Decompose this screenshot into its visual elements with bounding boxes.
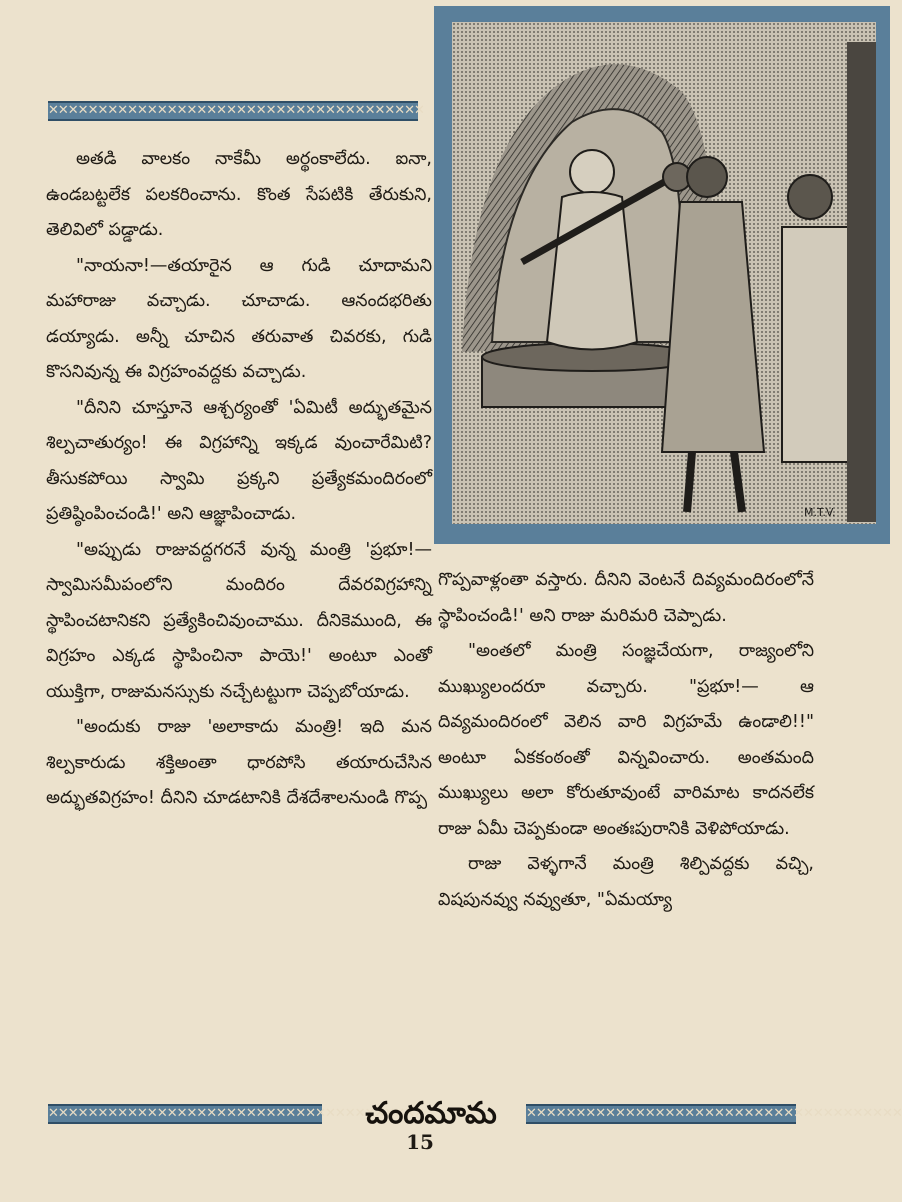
paragraph: అతడి వాలకం నాకేమీ అర్థంకాలేదు. ఐనా, ఉండబట్టలేక పలకరించాను. కొంత సేపటికి తేరుకుని, తెలివిలో పడ్డాడు. [46,149,432,240]
top-ornament-border [48,101,424,121]
left-text-column [46,142,432,817]
footer-ornament-right [526,1104,902,1124]
king-turban [687,157,727,197]
right-text-column [438,563,814,918]
story-illustration [434,6,890,544]
goddess-head [570,150,614,194]
king-leg-left [687,452,692,512]
goddess-figure [547,192,637,350]
paragraph: "నాయనా!—తయారైన ఆ గుడి చూదామని మహారాజు వచ్చాడు. చూచాడు. ఆనందభరితు డయ్యాడు. అన్నీ చూచిన తరువాత చివరకు, గుడి కొసనివున్న ఈ విగ్రహంవద్దకు వచ్చాడు. [46,255,432,382]
artist-signature: M.T.V. [804,506,836,519]
magazine-title: చందమామ [365,1096,497,1131]
paragraph: గొప్పవాళ్లంతా వస్తారు. దీనిని వెంటనే దివ్యమందిరంలోనే స్థాపించండి!' అని రాజు మరిమరి చెప్పాడు. [438,570,814,626]
ornament-pattern: ✕✕✕✕✕✕✕✕✕✕✕✕✕✕✕✕✕✕✕✕✕✕✕✕✕✕✕✕✕✕✕✕✕✕✕✕✕✕ [48,1106,424,1121]
paragraph: రాజు వెళ్ళగానే మంత్రి శిల్పివద్దకు వచ్చి, విషపునవ్వు నవ్వుతూ, "ఏమయ్యా [438,854,814,910]
ornament-pattern: ✕✕✕✕✕✕✕✕✕✕✕✕✕✕✕✕✕✕✕✕✕✕✕✕✕✕✕✕✕✕✕✕✕✕✕✕✕✕ [48,103,424,118]
page-number: 15 [406,1130,434,1154]
paragraph: "అప్పుడు రాజువద్దగరనే వున్న మంత్రి 'ప్రభూ!—స్వామిసమీపంలోని మందిరం దేవరవిగ్రహాన్ని స్థాపించటానికని ప్రత్యేకించివుంచాము. దీనికెముంది, ఈ విగ్రహం ఎక్కడ స్థాపించినా పాయె!' అంటూ ఎంతో యుక్తిగా, రాజుమనస్సుకు నచ్చేటట్టుగా చెప్పబోయాడు. [46,539,432,702]
ornament-pattern: ✕✕✕✕✕✕✕✕✕✕✕✕✕✕✕✕✕✕✕✕✕✕✕✕✕✕✕✕✕✕✕✕✕✕✕✕✕✕ [526,1106,902,1121]
paragraph: "అందుకు రాజు 'అలాకాదు మంత్రి! ఇది మన శిల్పకారుడు శక్తిఅంతా ధారపోసి తయారుచేసిన అద్భుతవిగ్రహం! దీనిని చూడటానికి దేశదేశాలనుండి గొప్ప [46,717,432,808]
pillar [847,42,876,522]
paragraph: "అంతలో మంత్రి సంజ్ఞచేయగా, రాజ్యంలోని ముఖ్యులందరూ వచ్చారు. "ప్రభూ!— ఆ దివ్యమందిరంలో వెలిన వారి విగ్రహమే ఉండాలి!!" అంటూ ఏకకంఠంతో విన్నవించారు. అంతమంది ముఖ్యులు అలా కోరుతూవుంటే వారిమాట కాదనలేక రాజు ఏమీ చెప్పకుండా అంతఃపురానికి వెళిపోయాడు. [438,641,814,839]
illustration-artwork [452,22,876,524]
paragraph: "దీనిని చూస్తూనె ఆశ్చర్యంతో 'ఏమిటీ అద్భుతమైన శిల్పచాతుర్యం! ఈ విగ్రహాన్ని ఇక్కడ వుంచారేమిటి? తీసుకపోయి స్వామి ప్రక్కని ప్రత్యేకమందిరంలో ప్రతిష్ఠింపించండి!' అని ఆజ్ఞాపించాడు. [46,397,432,524]
minister-turban [788,175,832,219]
footer-ornament-left [48,1104,424,1124]
